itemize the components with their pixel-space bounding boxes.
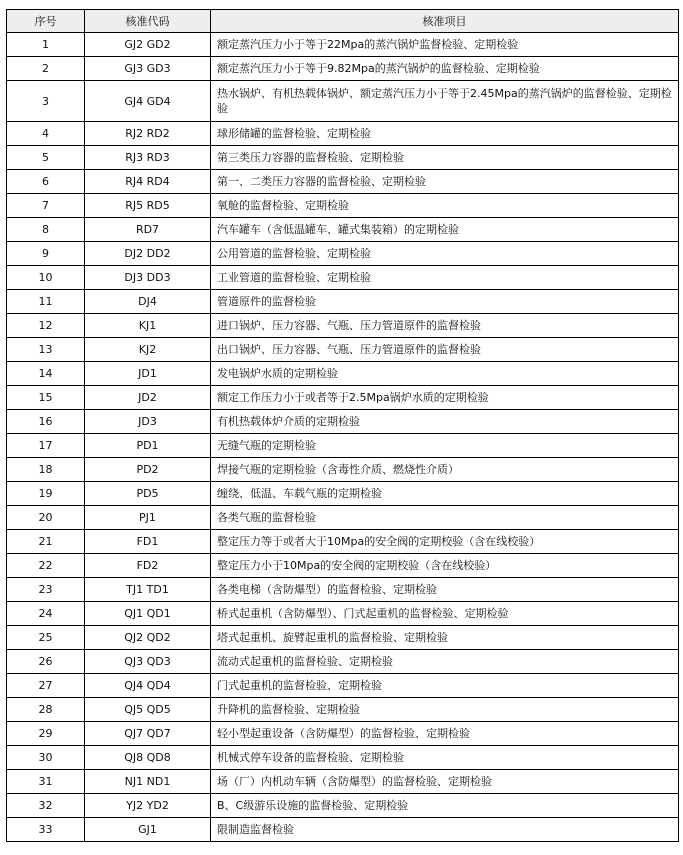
row-approval-item: 整定压力等于或者大于10Mpa的安全阀的定期校验（含在线校验） (211, 530, 679, 554)
table-body (7, 33, 679, 842)
table-row (7, 722, 679, 746)
row-serial-no: 18 (7, 458, 85, 482)
row-approval-code: NJ1 ND1 (85, 770, 211, 794)
table-row (7, 818, 679, 842)
row-approval-code: DJ3 DD3 (85, 266, 211, 290)
row-approval-code: PD2 (85, 458, 211, 482)
row-serial-no: 1 (7, 33, 85, 57)
table-row (7, 482, 679, 506)
row-approval-item: 管道原件的监督检验 (211, 290, 679, 314)
table-header-row (7, 10, 679, 33)
row-serial-no: 7 (7, 194, 85, 218)
row-approval-code: RJ4 RD4 (85, 170, 211, 194)
row-serial-no: 8 (7, 218, 85, 242)
table-row (7, 290, 679, 314)
table-row (7, 170, 679, 194)
row-approval-code: QJ4 QD4 (85, 674, 211, 698)
table-row (7, 794, 679, 818)
row-approval-item: 汽车罐车（含低温罐车、罐式集装箱）的定期检验 (211, 218, 679, 242)
row-serial-no: 6 (7, 170, 85, 194)
row-approval-code: QJ8 QD8 (85, 746, 211, 770)
row-approval-item: 缠绕、低温、车载气瓶的定期检验 (211, 482, 679, 506)
row-serial-no: 2 (7, 57, 85, 81)
row-approval-code: QJ2 QD2 (85, 626, 211, 650)
row-serial-no: 19 (7, 482, 85, 506)
row-serial-no: 14 (7, 362, 85, 386)
row-serial-no: 12 (7, 314, 85, 338)
row-approval-item: 工业管道的监督检验、定期检验 (211, 266, 679, 290)
table-row (7, 746, 679, 770)
row-approval-item: 额定工作压力小于或者等于2.5Mpa锅炉水质的定期检验 (211, 386, 679, 410)
row-approval-item: 门式起重机的监督检验、定期检验 (211, 674, 679, 698)
row-serial-no: 22 (7, 554, 85, 578)
row-approval-code: QJ7 QD7 (85, 722, 211, 746)
row-serial-no: 16 (7, 410, 85, 434)
row-approval-code: JD3 (85, 410, 211, 434)
table-row (7, 81, 679, 122)
row-approval-code: GJ2 GD2 (85, 33, 211, 57)
table-row (7, 410, 679, 434)
row-approval-code: QJ3 QD3 (85, 650, 211, 674)
row-approval-item: 轻小型起重设备（含防爆型）的监督检验、定期检验 (211, 722, 679, 746)
row-approval-item: 各类电梯（含防爆型）的监督检验、定期检验 (211, 578, 679, 602)
table-row (7, 33, 679, 57)
row-approval-item: 第一、二类压力容器的监督检验、定期检验 (211, 170, 679, 194)
row-approval-code: KJ2 (85, 338, 211, 362)
table-row (7, 770, 679, 794)
table-row (7, 458, 679, 482)
table-row (7, 554, 679, 578)
row-approval-item: 额定蒸汽压力小于等于22Mpa的蒸汽锅炉监督检验、定期检验 (211, 33, 679, 57)
row-approval-code: RD7 (85, 218, 211, 242)
row-approval-item: 升降机的监督检验、定期检验 (211, 698, 679, 722)
row-serial-no: 23 (7, 578, 85, 602)
row-approval-code: DJ4 (85, 290, 211, 314)
row-approval-item: 流动式起重机的监督检验、定期检验 (211, 650, 679, 674)
row-approval-item: 热水锅炉、有机热载体锅炉、额定蒸汽压力小于等于2.45Mpa的蒸汽锅炉的监督检验、定期检验 (211, 81, 679, 122)
row-serial-no: 28 (7, 698, 85, 722)
row-approval-item: 氧舱的监督检验、定期检验 (211, 194, 679, 218)
row-serial-no: 31 (7, 770, 85, 794)
row-serial-no: 3 (7, 81, 85, 122)
row-approval-code: QJ1 QD1 (85, 602, 211, 626)
row-approval-code: JD2 (85, 386, 211, 410)
row-approval-item: 进口锅炉、压力容器、气瓶、压力管道原件的监督检验 (211, 314, 679, 338)
table-row (7, 434, 679, 458)
row-approval-code: QJ5 QD5 (85, 698, 211, 722)
row-serial-no: 25 (7, 626, 85, 650)
row-serial-no: 29 (7, 722, 85, 746)
row-serial-no: 30 (7, 746, 85, 770)
table-row (7, 242, 679, 266)
row-approval-code: GJ1 (85, 818, 211, 842)
row-approval-code: PD5 (85, 482, 211, 506)
row-approval-code: DJ2 DD2 (85, 242, 211, 266)
table-row (7, 218, 679, 242)
row-approval-item: 球形储罐的监督检验、定期检验 (211, 122, 679, 146)
table-row (7, 626, 679, 650)
row-approval-item: 限制造监督检验 (211, 818, 679, 842)
row-approval-code: FD2 (85, 554, 211, 578)
table-row (7, 122, 679, 146)
row-approval-code: JD1 (85, 362, 211, 386)
row-approval-code: FD1 (85, 530, 211, 554)
table-row (7, 578, 679, 602)
row-approval-code: RJ2 RD2 (85, 122, 211, 146)
row-approval-item: 桥式起重机（含防爆型）、门式起重机的监督检验、定期检验 (211, 602, 679, 626)
table-row (7, 386, 679, 410)
table-row (7, 57, 679, 81)
row-approval-code: RJ5 RD5 (85, 194, 211, 218)
row-approval-item: 焊接气瓶的定期检验（含毒性介质、燃烧性介质） (211, 458, 679, 482)
table-row (7, 266, 679, 290)
row-approval-item: 公用管道的监督检验、定期检验 (211, 242, 679, 266)
row-serial-no: 21 (7, 530, 85, 554)
row-serial-no: 27 (7, 674, 85, 698)
header-approval-code: 核准代码 (85, 10, 211, 33)
row-approval-item: 场（厂）内机动车辆（含防爆型）的监督检验、定期检验 (211, 770, 679, 794)
row-approval-code: TJ1 TD1 (85, 578, 211, 602)
header-serial-no: 序号 (7, 10, 85, 33)
table-row (7, 362, 679, 386)
row-serial-no: 13 (7, 338, 85, 362)
row-serial-no: 15 (7, 386, 85, 410)
row-approval-code: KJ1 (85, 314, 211, 338)
row-approval-item: 整定压力小于10Mpa的安全阀的定期校验（含在线校验） (211, 554, 679, 578)
approval-items-table (6, 9, 679, 842)
row-serial-no: 5 (7, 146, 85, 170)
table-row (7, 506, 679, 530)
row-serial-no: 32 (7, 794, 85, 818)
table-row (7, 530, 679, 554)
row-approval-item: 发电锅炉水质的定期检验 (211, 362, 679, 386)
row-approval-item: 机械式停车设备的监督检验、定期检验 (211, 746, 679, 770)
row-serial-no: 17 (7, 434, 85, 458)
row-approval-code: PJ1 (85, 506, 211, 530)
row-serial-no: 11 (7, 290, 85, 314)
row-approval-item: 塔式起重机、旋臂起重机的监督检验、定期检验 (211, 626, 679, 650)
table-row (7, 194, 679, 218)
row-serial-no: 10 (7, 266, 85, 290)
table-row (7, 314, 679, 338)
row-approval-item: 第三类压力容器的监督检验、定期检验 (211, 146, 679, 170)
row-approval-code: GJ3 GD3 (85, 57, 211, 81)
row-approval-code: GJ4 GD4 (85, 81, 211, 122)
row-approval-item: 各类气瓶的监督检验 (211, 506, 679, 530)
row-serial-no: 20 (7, 506, 85, 530)
row-serial-no: 4 (7, 122, 85, 146)
table-row (7, 674, 679, 698)
table-row (7, 338, 679, 362)
header-approval-item: 核准项目 (211, 10, 679, 33)
table-row (7, 698, 679, 722)
row-approval-item: 有机热载体炉介质的定期检验 (211, 410, 679, 434)
row-serial-no: 9 (7, 242, 85, 266)
table-row (7, 146, 679, 170)
row-approval-item: 无缝气瓶的定期检验 (211, 434, 679, 458)
table-row (7, 650, 679, 674)
row-approval-code: YJ2 YD2 (85, 794, 211, 818)
document-page (6, 9, 679, 842)
row-serial-no: 26 (7, 650, 85, 674)
row-approval-code: PD1 (85, 434, 211, 458)
row-approval-code: RJ3 RD3 (85, 146, 211, 170)
row-approval-item: 额定蒸汽压力小于等于9.82Mpa的蒸汽锅炉的监督检验、定期检验 (211, 57, 679, 81)
row-serial-no: 33 (7, 818, 85, 842)
row-approval-item: 出口锅炉、压力容器、气瓶、压力管道原件的监督检验 (211, 338, 679, 362)
row-serial-no: 24 (7, 602, 85, 626)
table-row (7, 602, 679, 626)
row-approval-item: B、C级游乐设施的监督检验、定期检验 (211, 794, 679, 818)
